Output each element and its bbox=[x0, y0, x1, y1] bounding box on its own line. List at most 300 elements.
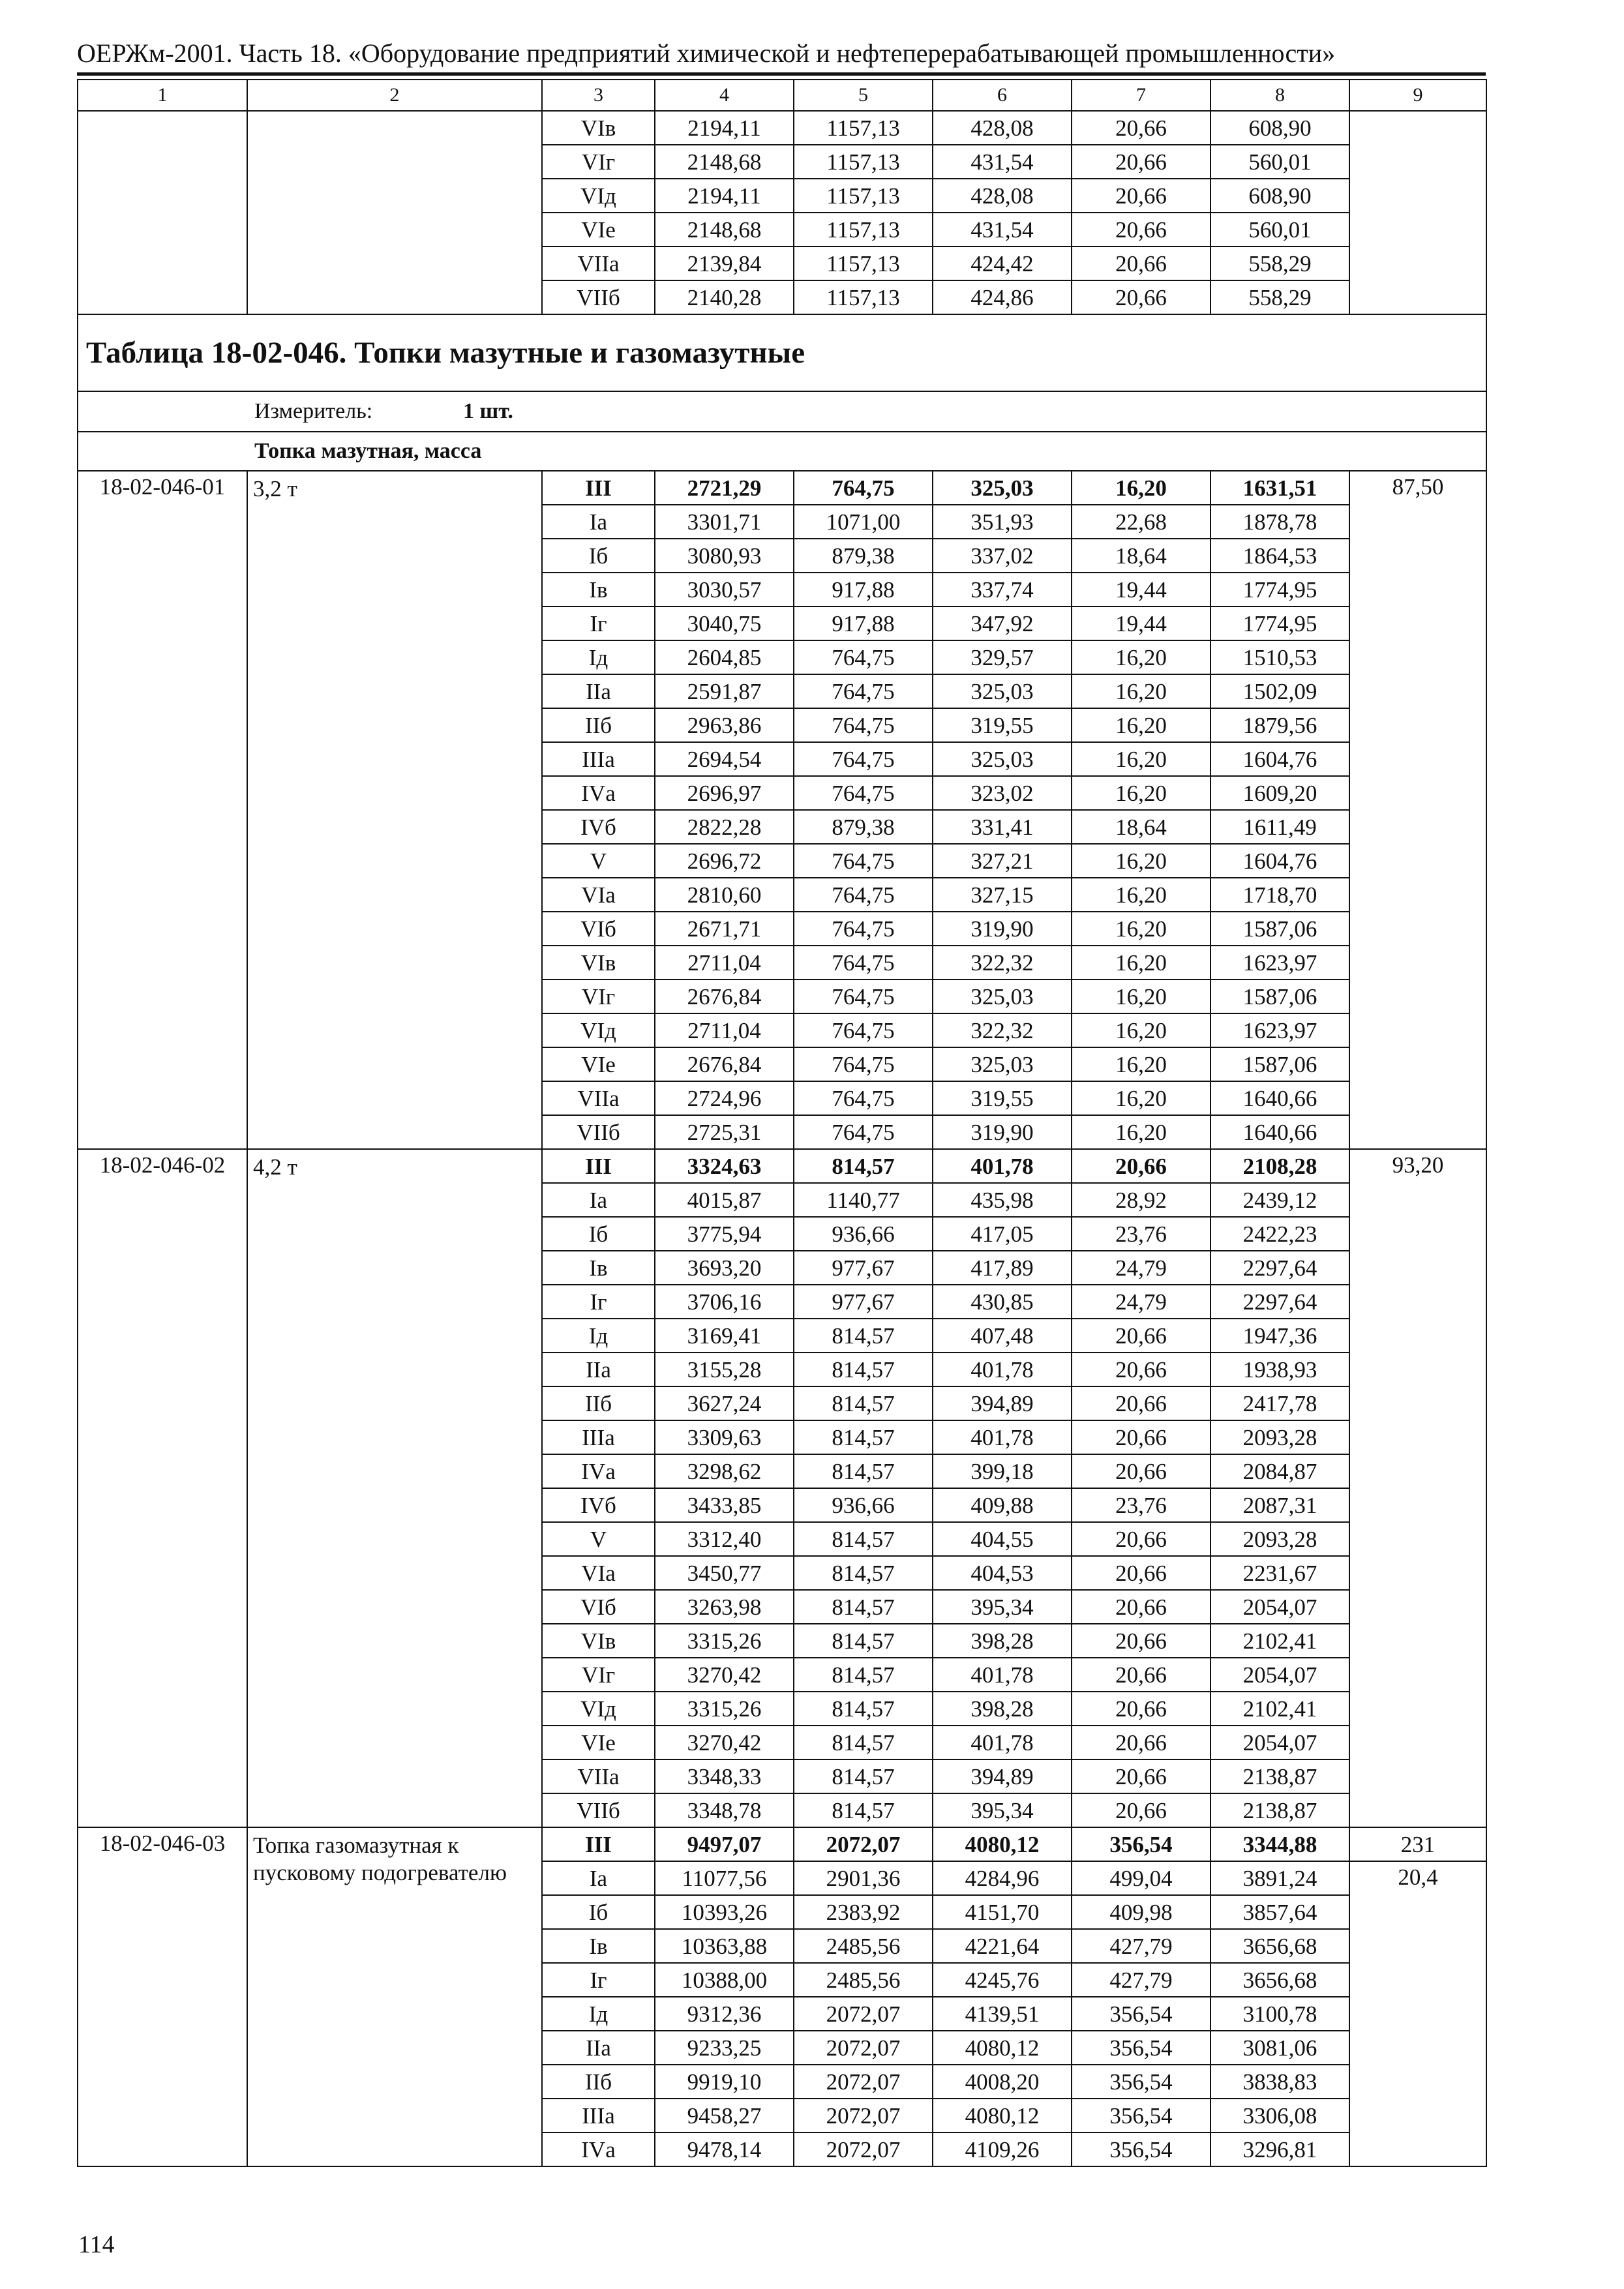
machine-cost-cell: 401,78 bbox=[933, 1149, 1072, 1183]
direct-cost-cell: 2676,84 bbox=[655, 980, 794, 1013]
machine-cost-cell: 435,98 bbox=[933, 1183, 1072, 1217]
machine-cost-cell: 325,03 bbox=[933, 742, 1072, 776]
materials-cell: 1640,66 bbox=[1210, 1115, 1349, 1149]
materials-cell: 2054,07 bbox=[1210, 1726, 1349, 1759]
machine-cost-cell: 4221,64 bbox=[933, 1929, 1072, 1963]
materials-cell: 1510,53 bbox=[1210, 640, 1349, 674]
direct-cost-cell: 3315,26 bbox=[655, 1692, 794, 1726]
materials-cell: 2231,67 bbox=[1210, 1556, 1349, 1590]
materials-cell: 3891,24 bbox=[1210, 1861, 1349, 1895]
machinist-wages-cell: 16,20 bbox=[1072, 1013, 1210, 1047]
table-title-cell bbox=[78, 314, 1486, 391]
direct-cost-cell: 2725,31 bbox=[655, 1115, 794, 1149]
machinist-wages-cell: 20,66 bbox=[1072, 1319, 1210, 1353]
machine-cost-cell: 395,34 bbox=[933, 1793, 1072, 1827]
materials-cell: 2054,07 bbox=[1210, 1658, 1349, 1692]
machine-cost-cell: 398,28 bbox=[933, 1692, 1072, 1726]
materials-cell: 608,90 bbox=[1210, 111, 1349, 145]
machine-cost-cell: 351,93 bbox=[933, 505, 1072, 539]
wages-cell: 814,57 bbox=[794, 1692, 933, 1726]
wages-cell: 764,75 bbox=[794, 1081, 933, 1115]
machinist-wages-cell: 20,66 bbox=[1072, 1624, 1210, 1658]
machine-cost-cell: 399,18 bbox=[933, 1454, 1072, 1488]
code-cell: 18-02-046-01 bbox=[78, 471, 247, 1149]
materials-cell: 1611,49 bbox=[1210, 810, 1349, 844]
direct-cost-cell: 2148,68 bbox=[655, 213, 794, 247]
region-cell: VIд bbox=[542, 1013, 655, 1047]
machinist-wages-cell: 20,66 bbox=[1072, 1590, 1210, 1624]
machinist-wages-cell: 19,44 bbox=[1072, 573, 1210, 606]
region-cell: Iд bbox=[542, 1997, 655, 2031]
machine-cost-cell: 331,41 bbox=[933, 810, 1072, 844]
machine-cost-cell: 322,32 bbox=[933, 946, 1072, 980]
region-cell: IIIа bbox=[542, 742, 655, 776]
machinist-wages-cell: 16,20 bbox=[1072, 878, 1210, 912]
region-cell: VIа bbox=[542, 1556, 655, 1590]
column-number-row bbox=[78, 80, 1486, 111]
section-row bbox=[78, 432, 1486, 471]
machinist-wages-cell: 16,20 bbox=[1072, 776, 1210, 810]
materials-cell: 608,90 bbox=[1210, 179, 1349, 213]
wages-cell: 764,75 bbox=[794, 946, 933, 980]
machine-cost-cell: 322,32 bbox=[933, 1013, 1072, 1047]
machine-cost-cell: 395,34 bbox=[933, 1590, 1072, 1624]
wages-cell: 814,57 bbox=[794, 1590, 933, 1624]
region-cell: VIе bbox=[542, 1726, 655, 1759]
wages-cell: 814,57 bbox=[794, 1522, 933, 1556]
direct-cost-cell: 3040,75 bbox=[655, 606, 794, 640]
wages-cell: 2072,07 bbox=[794, 2065, 933, 2099]
wages-cell: 2485,56 bbox=[794, 1963, 933, 1997]
direct-cost-cell: 3348,33 bbox=[655, 1759, 794, 1793]
wages-cell: 814,57 bbox=[794, 1149, 933, 1183]
region-cell: Iв bbox=[542, 573, 655, 606]
materials-cell: 1609,20 bbox=[1210, 776, 1349, 810]
region-cell: VIб bbox=[542, 1590, 655, 1624]
region-cell: Iб bbox=[542, 1895, 655, 1929]
machine-cost-cell: 430,85 bbox=[933, 1285, 1072, 1319]
meter-cell bbox=[78, 391, 1486, 432]
machinist-wages-cell: 20,66 bbox=[1072, 179, 1210, 213]
rates-table-body bbox=[78, 80, 1486, 2166]
machine-cost-cell: 325,03 bbox=[933, 674, 1072, 708]
meter-value: 1 шт. bbox=[463, 399, 513, 423]
wages-cell: 936,66 bbox=[794, 1488, 933, 1522]
materials-cell: 2138,87 bbox=[1210, 1793, 1349, 1827]
machine-cost-cell: 424,86 bbox=[933, 280, 1072, 314]
machinist-wages-cell: 20,66 bbox=[1072, 1386, 1210, 1420]
region-cell: III bbox=[542, 1149, 655, 1183]
machine-cost-cell: 407,48 bbox=[933, 1319, 1072, 1353]
materials-cell: 1774,95 bbox=[1210, 573, 1349, 606]
machinist-wages-cell: 16,20 bbox=[1072, 946, 1210, 980]
region-cell: Iг bbox=[542, 606, 655, 640]
machinist-wages-cell: 20,66 bbox=[1072, 1353, 1210, 1386]
direct-cost-cell: 2696,72 bbox=[655, 844, 794, 878]
region-cell: VIIа bbox=[542, 247, 655, 280]
region-cell: Iг bbox=[542, 1285, 655, 1319]
materials-cell: 1864,53 bbox=[1210, 539, 1349, 573]
wages-cell: 764,75 bbox=[794, 640, 933, 674]
machinist-wages-cell: 23,76 bbox=[1072, 1488, 1210, 1522]
column-number-cell: 7 bbox=[1072, 80, 1210, 111]
machinist-wages-cell: 20,66 bbox=[1072, 1149, 1210, 1183]
machinist-wages-cell: 16,20 bbox=[1072, 674, 1210, 708]
machine-cost-cell: 4008,20 bbox=[933, 2065, 1072, 2099]
machine-cost-cell: 4139,51 bbox=[933, 1997, 1072, 2031]
region-cell: VIв bbox=[542, 946, 655, 980]
section-title: Топка мазутная, масса bbox=[78, 432, 1486, 471]
region-cell: VIг bbox=[542, 980, 655, 1013]
column-number-cell: 4 bbox=[655, 80, 794, 111]
machinist-wages-cell: 20,66 bbox=[1072, 1556, 1210, 1590]
direct-cost-cell: 3450,77 bbox=[655, 1556, 794, 1590]
direct-cost-cell: 2671,71 bbox=[655, 912, 794, 946]
table-title-row bbox=[78, 314, 1486, 391]
code-cell bbox=[78, 111, 247, 314]
wages-cell: 2072,07 bbox=[794, 1997, 933, 2031]
materials-cell: 560,01 bbox=[1210, 145, 1349, 179]
materials-cell: 3306,08 bbox=[1210, 2099, 1349, 2132]
materials-cell: 2093,28 bbox=[1210, 1522, 1349, 1556]
machinist-wages-cell: 356,54 bbox=[1072, 2031, 1210, 2065]
direct-cost-cell: 2696,97 bbox=[655, 776, 794, 810]
direct-cost-cell: 3263,98 bbox=[655, 1590, 794, 1624]
materials-cell: 1502,09 bbox=[1210, 674, 1349, 708]
materials-cell: 2297,64 bbox=[1210, 1251, 1349, 1285]
region-cell: VIв bbox=[542, 1624, 655, 1658]
region-cell: VIа bbox=[542, 878, 655, 912]
region-cell: V bbox=[542, 844, 655, 878]
machinist-wages-cell: 28,92 bbox=[1072, 1183, 1210, 1217]
machine-cost-cell: 325,03 bbox=[933, 1047, 1072, 1081]
region-cell: Iв bbox=[542, 1251, 655, 1285]
machine-cost-cell: 325,03 bbox=[933, 471, 1072, 505]
machinist-wages-cell: 499,04 bbox=[1072, 1861, 1210, 1895]
wages-cell: 814,57 bbox=[794, 1353, 933, 1386]
materials-cell: 2084,87 bbox=[1210, 1454, 1349, 1488]
machinist-wages-cell: 356,54 bbox=[1072, 1997, 1210, 2031]
machine-cost-cell: 417,05 bbox=[933, 1217, 1072, 1251]
wages-cell: 814,57 bbox=[794, 1793, 933, 1827]
wages-cell: 1140,77 bbox=[794, 1183, 933, 1217]
machinist-wages-cell: 427,79 bbox=[1072, 1963, 1210, 1997]
materials-cell: 1878,78 bbox=[1210, 505, 1349, 539]
wages-cell: 879,38 bbox=[794, 539, 933, 573]
materials-cell: 1947,36 bbox=[1210, 1319, 1349, 1353]
region-cell: VIIа bbox=[542, 1759, 655, 1793]
machine-cost-cell: 431,54 bbox=[933, 145, 1072, 179]
region-cell: IIа bbox=[542, 674, 655, 708]
region-cell: IVа bbox=[542, 776, 655, 810]
direct-cost-cell: 3433,85 bbox=[655, 1488, 794, 1522]
machinist-wages-cell: 20,66 bbox=[1072, 1793, 1210, 1827]
direct-cost-cell: 2711,04 bbox=[655, 946, 794, 980]
machinist-wages-cell: 20,66 bbox=[1072, 1692, 1210, 1726]
wages-cell: 814,57 bbox=[794, 1726, 933, 1759]
region-cell: Iв bbox=[542, 1929, 655, 1963]
direct-cost-cell: 3298,62 bbox=[655, 1454, 794, 1488]
wages-cell: 2072,07 bbox=[794, 2132, 933, 2166]
materials-cell: 1604,76 bbox=[1210, 742, 1349, 776]
materials-cell: 1640,66 bbox=[1210, 1081, 1349, 1115]
machinist-wages-cell: 356,54 bbox=[1072, 2065, 1210, 2099]
header-rule bbox=[77, 72, 1486, 76]
direct-cost-cell: 4015,87 bbox=[655, 1183, 794, 1217]
wages-cell: 936,66 bbox=[794, 1217, 933, 1251]
materials-cell: 2108,28 bbox=[1210, 1149, 1349, 1183]
machine-cost-cell: 319,90 bbox=[933, 1115, 1072, 1149]
machinist-wages-cell: 356,54 bbox=[1072, 2132, 1210, 2166]
col9-cell: 231 bbox=[1349, 1827, 1486, 1861]
direct-cost-cell: 3270,42 bbox=[655, 1726, 794, 1759]
materials-cell: 1774,95 bbox=[1210, 606, 1349, 640]
region-cell: IVа bbox=[542, 2132, 655, 2166]
machine-cost-cell: 319,55 bbox=[933, 1081, 1072, 1115]
wages-cell: 814,57 bbox=[794, 1454, 933, 1488]
wages-cell: 764,75 bbox=[794, 742, 933, 776]
machine-cost-cell: 417,89 bbox=[933, 1251, 1072, 1285]
region-cell: IVб bbox=[542, 810, 655, 844]
wages-cell: 764,75 bbox=[794, 708, 933, 742]
wages-cell: 814,57 bbox=[794, 1420, 933, 1454]
materials-cell: 1938,93 bbox=[1210, 1353, 1349, 1386]
wages-cell: 1157,13 bbox=[794, 179, 933, 213]
machinist-wages-cell: 22,68 bbox=[1072, 505, 1210, 539]
direct-cost-cell: 9478,14 bbox=[655, 2132, 794, 2166]
region-cell: Iа bbox=[542, 1183, 655, 1217]
machine-cost-cell: 394,89 bbox=[933, 1386, 1072, 1420]
col9-cell bbox=[1349, 111, 1486, 314]
machine-cost-cell: 319,90 bbox=[933, 912, 1072, 946]
materials-cell: 3081,06 bbox=[1210, 2031, 1349, 2065]
materials-cell: 560,01 bbox=[1210, 213, 1349, 247]
machinist-wages-cell: 20,66 bbox=[1072, 1522, 1210, 1556]
machine-cost-cell: 347,92 bbox=[933, 606, 1072, 640]
region-cell: V bbox=[542, 1522, 655, 1556]
description-cell bbox=[247, 111, 542, 314]
wages-cell: 2072,07 bbox=[794, 2031, 933, 2065]
region-cell: IVа bbox=[542, 1454, 655, 1488]
page-header-title: ОЕРЖм-2001. Часть 18. «Оборудование предприятий химической и нефтеперерабатывающей промышленности» bbox=[77, 38, 1336, 68]
direct-cost-cell: 2822,28 bbox=[655, 810, 794, 844]
region-cell: Iа bbox=[542, 1861, 655, 1895]
machinist-wages-cell: 16,20 bbox=[1072, 708, 1210, 742]
machinist-wages-cell: 20,66 bbox=[1072, 1658, 1210, 1692]
machine-cost-cell: 401,78 bbox=[933, 1353, 1072, 1386]
materials-cell: 2422,23 bbox=[1210, 1217, 1349, 1251]
direct-cost-cell: 3324,63 bbox=[655, 1149, 794, 1183]
machine-cost-cell: 325,03 bbox=[933, 980, 1072, 1013]
materials-cell: 1623,97 bbox=[1210, 946, 1349, 980]
machinist-wages-cell: 16,20 bbox=[1072, 1047, 1210, 1081]
materials-cell: 1587,06 bbox=[1210, 912, 1349, 946]
machine-cost-cell: 4080,12 bbox=[933, 2099, 1072, 2132]
table-title: Таблица 18-02-046. Топки мазутные и газомазутные bbox=[86, 335, 805, 370]
machine-cost-cell: 323,02 bbox=[933, 776, 1072, 810]
direct-cost-cell: 3301,71 bbox=[655, 505, 794, 539]
machine-cost-cell: 401,78 bbox=[933, 1726, 1072, 1759]
code-cell: 18-02-046-03 bbox=[78, 1827, 247, 2166]
direct-cost-cell: 2604,85 bbox=[655, 640, 794, 674]
machinist-wages-cell: 20,66 bbox=[1072, 247, 1210, 280]
machinist-wages-cell: 356,54 bbox=[1072, 1827, 1210, 1861]
column-number-cell: 2 bbox=[247, 80, 542, 111]
region-cell: VIIб bbox=[542, 280, 655, 314]
direct-cost-cell: 10388,00 bbox=[655, 1963, 794, 1997]
materials-cell: 3838,83 bbox=[1210, 2065, 1349, 2099]
machinist-wages-cell: 16,20 bbox=[1072, 640, 1210, 674]
description-cell: Топка газомазутная к пусковому подогревателю bbox=[247, 1827, 542, 2166]
machine-cost-cell: 319,55 bbox=[933, 708, 1072, 742]
direct-cost-cell: 9497,07 bbox=[655, 1827, 794, 1861]
direct-cost-cell: 10363,88 bbox=[655, 1929, 794, 1963]
direct-cost-cell: 9233,25 bbox=[655, 2031, 794, 2065]
machine-cost-cell: 394,89 bbox=[933, 1759, 1072, 1793]
wages-cell: 814,57 bbox=[794, 1658, 933, 1692]
machine-cost-cell: 398,28 bbox=[933, 1624, 1072, 1658]
region-cell: VIе bbox=[542, 213, 655, 247]
machinist-wages-cell: 16,20 bbox=[1072, 912, 1210, 946]
machinist-wages-cell: 16,20 bbox=[1072, 844, 1210, 878]
direct-cost-cell: 3348,78 bbox=[655, 1793, 794, 1827]
materials-cell: 2054,07 bbox=[1210, 1590, 1349, 1624]
col9-cell: 87,50 bbox=[1349, 471, 1486, 1149]
machine-cost-cell: 431,54 bbox=[933, 213, 1072, 247]
region-cell: Iг bbox=[542, 1963, 655, 1997]
machinist-wages-cell: 20,66 bbox=[1072, 1759, 1210, 1793]
wages-cell: 764,75 bbox=[794, 878, 933, 912]
direct-cost-cell: 3706,16 bbox=[655, 1285, 794, 1319]
materials-cell: 3656,68 bbox=[1210, 1963, 1349, 1997]
direct-cost-cell: 3270,42 bbox=[655, 1658, 794, 1692]
column-number-cell: 8 bbox=[1210, 80, 1349, 111]
machine-cost-cell: 424,42 bbox=[933, 247, 1072, 280]
materials-cell: 1587,06 bbox=[1210, 1047, 1349, 1081]
materials-cell: 1623,97 bbox=[1210, 1013, 1349, 1047]
materials-cell: 3344,88 bbox=[1210, 1827, 1349, 1861]
machinist-wages-cell: 20,66 bbox=[1072, 213, 1210, 247]
direct-cost-cell: 2194,11 bbox=[655, 179, 794, 213]
wages-cell: 814,57 bbox=[794, 1319, 933, 1353]
machine-cost-cell: 327,15 bbox=[933, 878, 1072, 912]
machinist-wages-cell: 16,20 bbox=[1072, 1115, 1210, 1149]
materials-cell: 1631,51 bbox=[1210, 471, 1349, 505]
region-cell: VIг bbox=[542, 145, 655, 179]
wages-cell: 2485,56 bbox=[794, 1929, 933, 1963]
machinist-wages-cell: 20,66 bbox=[1072, 1726, 1210, 1759]
direct-cost-cell: 3693,20 bbox=[655, 1251, 794, 1285]
materials-cell: 3296,81 bbox=[1210, 2132, 1349, 2166]
machinist-wages-cell: 24,79 bbox=[1072, 1251, 1210, 1285]
wages-cell: 1157,13 bbox=[794, 280, 933, 314]
direct-cost-cell: 3030,57 bbox=[655, 573, 794, 606]
direct-cost-cell: 2140,28 bbox=[655, 280, 794, 314]
direct-cost-cell: 2724,96 bbox=[655, 1081, 794, 1115]
wages-cell: 1071,00 bbox=[794, 505, 933, 539]
wages-cell: 764,75 bbox=[794, 1047, 933, 1081]
wages-cell: 917,88 bbox=[794, 573, 933, 606]
meter-row bbox=[78, 391, 1486, 432]
direct-cost-cell: 2721,29 bbox=[655, 471, 794, 505]
rates-table bbox=[77, 79, 1487, 2167]
machine-cost-cell: 4080,12 bbox=[933, 1827, 1072, 1861]
table-row bbox=[78, 471, 1486, 505]
description-cell: 3,2 т bbox=[247, 471, 542, 1149]
region-cell: IIIа bbox=[542, 1420, 655, 1454]
wages-cell: 764,75 bbox=[794, 844, 933, 878]
wages-cell: 1157,13 bbox=[794, 213, 933, 247]
wages-cell: 814,57 bbox=[794, 1556, 933, 1590]
column-number-cell: 1 bbox=[78, 80, 247, 111]
materials-cell: 3656,68 bbox=[1210, 1929, 1349, 1963]
materials-cell: 2138,87 bbox=[1210, 1759, 1349, 1793]
region-cell: IIб bbox=[542, 708, 655, 742]
machine-cost-cell: 4080,12 bbox=[933, 2031, 1072, 2065]
wages-cell: 764,75 bbox=[794, 980, 933, 1013]
page-number: 114 bbox=[78, 2231, 115, 2258]
machinist-wages-cell: 20,66 bbox=[1072, 1454, 1210, 1488]
wages-cell: 764,75 bbox=[794, 776, 933, 810]
materials-cell: 558,29 bbox=[1210, 247, 1349, 280]
machinist-wages-cell: 19,44 bbox=[1072, 606, 1210, 640]
region-cell: VIIб bbox=[542, 1115, 655, 1149]
machine-cost-cell: 4245,76 bbox=[933, 1963, 1072, 1997]
machinist-wages-cell: 20,66 bbox=[1072, 1420, 1210, 1454]
machinist-wages-cell: 18,64 bbox=[1072, 810, 1210, 844]
machine-cost-cell: 401,78 bbox=[933, 1420, 1072, 1454]
direct-cost-cell: 2139,84 bbox=[655, 247, 794, 280]
machine-cost-cell: 337,74 bbox=[933, 573, 1072, 606]
machinist-wages-cell: 356,54 bbox=[1072, 2099, 1210, 2132]
machine-cost-cell: 327,21 bbox=[933, 844, 1072, 878]
direct-cost-cell: 3315,26 bbox=[655, 1624, 794, 1658]
direct-cost-cell: 3080,93 bbox=[655, 539, 794, 573]
table-row bbox=[78, 111, 1486, 145]
machinist-wages-cell: 16,20 bbox=[1072, 742, 1210, 776]
machinist-wages-cell: 18,64 bbox=[1072, 539, 1210, 573]
region-cell: VIIа bbox=[542, 1081, 655, 1115]
wages-cell: 977,67 bbox=[794, 1251, 933, 1285]
region-cell: Iд bbox=[542, 640, 655, 674]
machine-cost-cell: 404,53 bbox=[933, 1556, 1072, 1590]
direct-cost-cell: 3775,94 bbox=[655, 1217, 794, 1251]
direct-cost-cell: 9458,27 bbox=[655, 2099, 794, 2132]
materials-cell: 558,29 bbox=[1210, 280, 1349, 314]
machine-cost-cell: 4151,70 bbox=[933, 1895, 1072, 1929]
direct-cost-cell: 3312,40 bbox=[655, 1522, 794, 1556]
wages-cell: 814,57 bbox=[794, 1624, 933, 1658]
machine-cost-cell: 401,78 bbox=[933, 1658, 1072, 1692]
region-cell: IIа bbox=[542, 2031, 655, 2065]
wages-cell: 977,67 bbox=[794, 1285, 933, 1319]
materials-cell: 2087,31 bbox=[1210, 1488, 1349, 1522]
direct-cost-cell: 9312,36 bbox=[655, 1997, 794, 2031]
wages-cell: 814,57 bbox=[794, 1386, 933, 1420]
wages-cell: 879,38 bbox=[794, 810, 933, 844]
table-row bbox=[78, 1827, 1486, 1861]
region-cell: Iд bbox=[542, 1319, 655, 1353]
machine-cost-cell: 428,08 bbox=[933, 111, 1072, 145]
machinist-wages-cell: 16,20 bbox=[1072, 471, 1210, 505]
materials-cell: 2102,41 bbox=[1210, 1624, 1349, 1658]
direct-cost-cell: 2711,04 bbox=[655, 1013, 794, 1047]
wages-cell: 764,75 bbox=[794, 1013, 933, 1047]
direct-cost-cell: 2694,54 bbox=[655, 742, 794, 776]
direct-cost-cell: 3155,28 bbox=[655, 1353, 794, 1386]
region-cell: Iб bbox=[542, 539, 655, 573]
region-cell: IIб bbox=[542, 1386, 655, 1420]
